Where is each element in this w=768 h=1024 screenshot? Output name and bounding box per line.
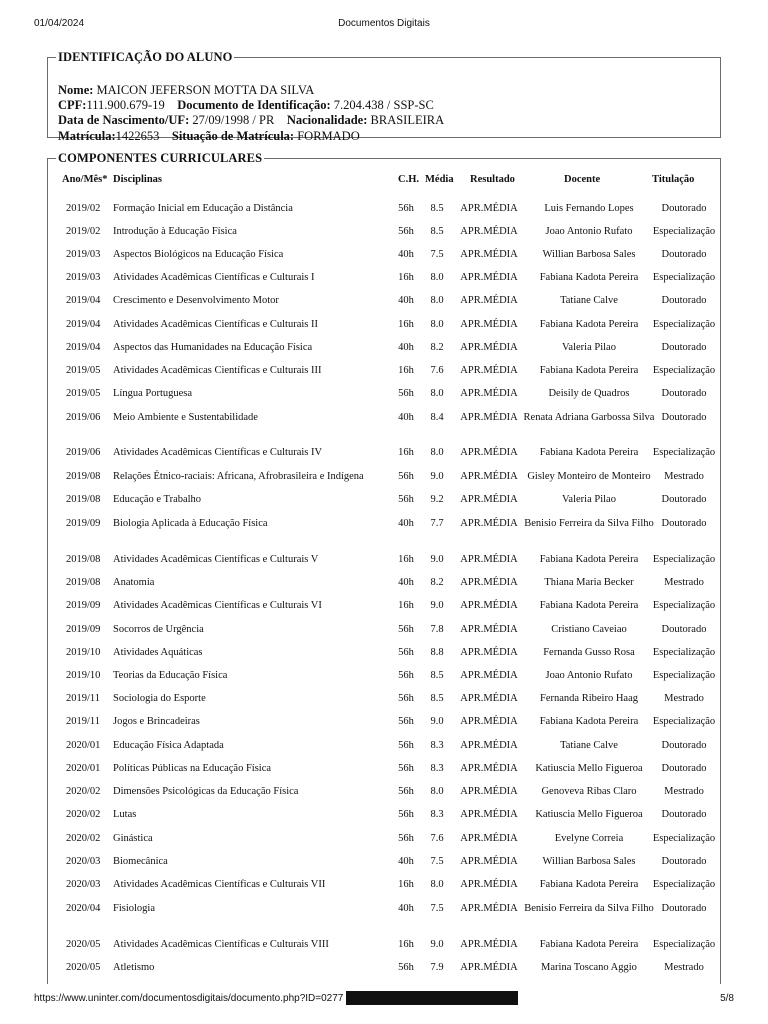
print-title: Documentos Digitais [338,18,430,29]
row-media: 7.6 [430,365,444,376]
row-discipline: Língua Portuguesa [113,388,193,399]
row-discipline: Teorias da Educação Física [113,670,228,681]
header-teacher: Docente [564,174,601,185]
birth-label: Data de Nascimento/UF: [58,113,190,128]
row-period: 2019/04 [66,342,101,353]
row-period: 2020/05 [66,962,101,973]
row-media: 8.2 [430,577,444,588]
student-cpf: 111.900.679-19 [86,98,165,113]
row-period: 2019/08 [66,577,101,588]
row-discipline: Dimensões Psicológicas da Educação Física [113,786,299,797]
student-birth-line [58,113,444,128]
row-discipline: Sociologia do Esporte [113,693,206,704]
student-name-line [58,83,444,98]
row-title: Doutorado [661,809,707,820]
row-teacher: Fabiana Kadota Pereira [539,554,639,565]
row-title: Doutorado [661,624,707,635]
row-period: 2020/05 [66,939,101,950]
row-discipline: Lutas [113,809,137,820]
row-ch: 16h [398,600,414,611]
row-media: 8.2 [430,342,444,353]
header-discipline: Disciplinas [113,174,163,185]
row-period: 2019/10 [66,647,101,658]
row-period: 2020/02 [66,809,101,820]
student-nationality: BRASILEIRA [370,113,445,128]
row-title: Mestrado [664,577,704,588]
row-teacher: Valeria Pilao [562,494,616,505]
row-teacher: Fernanda Ribeiro Haag [540,693,638,704]
row-period: 2019/08 [66,471,101,482]
row-period: 2019/03 [66,249,101,260]
row-result: APR.MÉDIA [460,716,518,727]
header-period: Ano/Mês* [62,174,108,185]
row-media: 9.0 [430,716,444,727]
enrollment-status: FORMADO [297,128,360,143]
name-label: Nome: [58,83,94,97]
row-teacher: Fabiana Kadota Pereira [539,319,639,330]
row-title: Especialização [652,879,716,890]
row-ch: 56h [398,763,414,774]
row-title: Doutorado [661,388,707,399]
row-teacher: Luis Fernando Lopes [544,203,634,214]
row-teacher: Fabiana Kadota Pereira [539,600,639,611]
row-title: Especialização [652,600,716,611]
row-media: 8.5 [430,693,444,704]
row-discipline: Relações Étnico-raciais: Africana, Afrobrasileira e Indígena [113,471,364,482]
row-period: 2019/08 [66,554,101,565]
row-period: 2019/10 [66,670,101,681]
row-period: 2019/04 [66,319,101,330]
row-title: Doutorado [661,856,707,867]
row-title: Mestrado [664,786,704,797]
row-ch: 16h [398,365,414,376]
row-period: 2019/06 [66,447,101,458]
row-title: Especialização [652,647,716,658]
row-media: 8.4 [430,412,444,423]
row-result: APR.MÉDIA [460,272,518,283]
row-teacher: Fabiana Kadota Pereira [539,716,639,727]
row-title: Especialização [652,319,716,330]
row-discipline: Atividades Acadêmicas Científicas e Culturais II [113,319,318,330]
row-media: 8.0 [430,879,444,890]
row-title: Doutorado [661,903,707,914]
row-period: 2020/03 [66,879,101,890]
row-period: 2019/11 [66,716,101,727]
row-discipline: Aspectos Biológicos na Educação Física [113,249,284,260]
row-teacher: Fabiana Kadota Pereira [539,365,639,376]
header-result: Resultado [470,174,515,185]
row-result: APR.MÉDIA [460,365,518,376]
row-title: Especialização [652,447,716,458]
row-result: APR.MÉDIA [460,577,518,588]
row-media: 8.3 [430,809,444,820]
row-discipline: Atividades Acadêmicas Científicas e Culturais III [113,365,322,376]
row-media: 8.0 [430,272,444,283]
print-footer [0,993,768,1007]
row-discipline: Atividades Acadêmicas Científicas e Culturais VI [113,600,322,611]
row-result: APR.MÉDIA [460,518,518,529]
row-discipline: Políticas Públicas na Educação Física [113,763,272,774]
row-title: Doutorado [661,518,707,529]
row-teacher: Thiana Maria Becker [544,577,634,588]
row-teacher: Katiuscia Mello Figueroa [535,809,643,820]
row-discipline: Introdução à Educação Física [113,226,237,237]
registration-label: Matrícula: [58,128,116,143]
row-ch: 56h [398,647,414,658]
row-teacher: Katiuscia Mello Figueroa [535,763,643,774]
row-discipline: Atividades Acadêmicas Científicas e Culturais VIII [113,939,329,950]
row-result: APR.MÉDIA [460,939,518,950]
row-title: Especialização [652,226,716,237]
row-media: 9.0 [430,939,444,950]
row-discipline: Atividades Acadêmicas Científicas e Culturais IV [113,447,323,458]
curriculum-section-title: COMPONENTES CURRICULARES [58,151,263,165]
row-period: 2020/03 [66,856,101,867]
row-media: 8.0 [430,447,444,458]
row-result: APR.MÉDIA [460,249,518,260]
row-ch: 40h [398,903,414,914]
row-teacher: Renata Adriana Garbossa Silva [523,412,655,423]
row-discipline: Atividades Aquáticas [113,647,203,658]
row-period: 2019/05 [66,365,101,376]
row-media: 8.5 [430,226,444,237]
enrollment-status-label: Situação de Matrícula: [171,128,295,143]
row-teacher: Evelyne Correia [554,833,624,844]
student-section-title: IDENTIFICAÇÃO DO ALUNO [58,50,233,64]
row-teacher: Joao Antonio Rufato [545,670,633,681]
header-ch: C.H. [398,174,419,185]
row-media: 7.5 [430,249,444,260]
row-teacher: Deisily de Quadros [548,388,630,399]
nationality-label: Nacionalidade: [286,113,368,128]
row-discipline: Jogos e Brincadeiras [113,716,200,727]
row-discipline: Biologia Aplicada à Educação Física [113,518,268,529]
header-media: Média [425,174,454,185]
row-media: 8.0 [430,786,444,797]
row-result: APR.MÉDIA [460,740,518,751]
row-ch: 56h [398,786,414,797]
row-ch: 56h [398,833,414,844]
student-birth: 27/09/1998 / PR [192,113,275,128]
print-header [0,18,768,32]
row-discipline: Meio Ambiente e Sustentabilidade [113,412,258,423]
header-title: Titulação [652,174,695,185]
row-result: APR.MÉDIA [460,203,518,214]
row-ch: 56h [398,388,414,399]
row-discipline: Biomecânica [113,856,168,867]
row-period: 2019/06 [66,412,101,423]
row-result: APR.MÉDIA [460,833,518,844]
row-period: 2020/01 [66,763,101,774]
row-teacher: Cristiano Caveiao [551,624,627,635]
student-cpf-line [58,98,444,113]
row-teacher: Valeria Pilao [562,342,616,353]
row-period: 2020/02 [66,833,101,844]
row-title: Doutorado [661,203,707,214]
row-teacher: Fabiana Kadota Pereira [539,272,639,283]
row-title: Doutorado [661,494,707,505]
row-title: Especialização [652,833,716,844]
row-teacher: Tatiane Calve [560,295,618,306]
row-discipline: Atividades Acadêmicas Científicas e Culturais V [113,554,319,565]
row-ch: 56h [398,471,414,482]
row-media: 8.3 [430,740,444,751]
row-result: APR.MÉDIA [460,295,518,306]
row-period: 2019/02 [66,203,101,214]
row-title: Doutorado [661,740,707,751]
row-title: Especialização [652,716,716,727]
row-media: 8.0 [430,295,444,306]
row-media: 9.0 [430,554,444,565]
row-ch: 40h [398,295,414,306]
row-ch: 40h [398,412,414,423]
row-result: APR.MÉDIA [460,494,518,505]
row-discipline: Atividades Acadêmicas Científicas e Culturais I [113,272,315,283]
redaction-bar [346,991,518,1005]
student-details [58,83,444,144]
row-ch: 40h [398,856,414,867]
row-teacher: Fabiana Kadota Pereira [539,879,639,890]
row-period: 2019/04 [66,295,101,306]
row-title: Doutorado [661,295,707,306]
row-period: 2019/02 [66,226,101,237]
row-media: 7.5 [430,903,444,914]
row-title: Especialização [652,554,716,565]
student-registration-line [58,129,444,144]
row-period: 2019/09 [66,600,101,611]
row-result: APR.MÉDIA [460,856,518,867]
row-media: 7.7 [430,518,444,529]
student-registration: 1422653 [115,128,160,143]
row-discipline: Crescimento e Desenvolvimento Motor [113,295,279,306]
row-media: 9.0 [430,600,444,611]
row-discipline: Aspectos das Humanidades na Educação Física [113,342,313,353]
row-ch: 56h [398,670,414,681]
student-identification-box [47,50,721,143]
row-ch: 40h [398,577,414,588]
print-date: 01/04/2024 [34,18,85,29]
row-period: 2019/09 [66,518,101,529]
row-media: 7.6 [430,833,444,844]
row-result: APR.MÉDIA [460,903,518,914]
row-ch: 56h [398,693,414,704]
row-discipline: Socorros de Urgência [113,624,204,635]
row-ch: 56h [398,740,414,751]
row-teacher: Willian Barbosa Sales [542,856,636,867]
row-ch: 40h [398,518,414,529]
row-discipline: Atividades Acadêmicas Científicas e Culturais VII [113,879,326,890]
row-result: APR.MÉDIA [460,319,518,330]
row-title: Especialização [652,670,716,681]
id-doc-label: Documento de Identificação: [177,98,331,113]
row-result: APR.MÉDIA [460,471,518,482]
student-id-doc: 7.204.438 / SSP-SC [333,98,434,113]
row-result: APR.MÉDIA [460,412,518,423]
row-period: 2020/04 [66,903,101,914]
row-media: 8.5 [430,670,444,681]
row-teacher: Fabiana Kadota Pereira [539,447,639,458]
row-ch: 56h [398,716,414,727]
row-media: 8.0 [430,319,444,330]
row-period: 2019/03 [66,272,101,283]
row-period: 2019/05 [66,388,101,399]
row-title: Mestrado [664,693,704,704]
row-media: 9.0 [430,471,444,482]
row-period: 2019/08 [66,494,101,505]
row-discipline: Educação Física Adaptada [113,740,224,751]
row-result: APR.MÉDIA [460,647,518,658]
row-title: Doutorado [661,412,707,423]
row-result: APR.MÉDIA [460,786,518,797]
row-discipline: Fisiologia [113,903,156,914]
row-period: 2020/01 [66,740,101,751]
row-media: 8.3 [430,763,444,774]
row-result: APR.MÉDIA [460,600,518,611]
row-ch: 16h [398,447,414,458]
row-period: 2019/09 [66,624,101,635]
row-ch: 40h [398,249,414,260]
row-ch: 56h [398,962,414,973]
row-period: 2020/02 [66,786,101,797]
row-teacher: Genoveva Ribas Claro [541,786,637,797]
row-media: 9.2 [430,494,444,505]
row-result: APR.MÉDIA [460,388,518,399]
row-ch: 56h [398,809,414,820]
row-title: Mestrado [664,471,704,482]
row-media: 8.5 [430,203,444,214]
row-result: APR.MÉDIA [460,809,518,820]
row-title: Doutorado [661,342,707,353]
row-media: 7.5 [430,856,444,867]
row-teacher: Fernanda Gusso Rosa [543,647,635,658]
page-number: 5/8 [720,993,734,1004]
row-title: Especialização [652,939,716,950]
row-discipline: Atletismo [113,962,155,973]
row-teacher: Benisio Ferreira da Silva Filho [524,903,654,914]
row-teacher: Willian Barbosa Sales [542,249,636,260]
row-ch: 16h [398,879,414,890]
cpf-label: CPF: [58,98,87,113]
row-result: APR.MÉDIA [460,670,518,681]
row-result: APR.MÉDIA [460,447,518,458]
row-ch: 40h [398,342,414,353]
row-title: Mestrado [664,962,704,973]
row-result: APR.MÉDIA [460,693,518,704]
row-result: APR.MÉDIA [460,879,518,890]
row-title: Doutorado [661,763,707,774]
row-title: Especialização [652,365,716,376]
row-ch: 56h [398,203,414,214]
student-name: MAICON JEFERSON MOTTA DA SILVA [96,83,315,97]
row-result: APR.MÉDIA [460,624,518,635]
row-teacher: Benisio Ferreira da Silva Filho [524,518,654,529]
row-media: 8.0 [430,388,444,399]
row-result: APR.MÉDIA [460,342,518,353]
row-ch: 16h [398,939,414,950]
row-teacher: Tatiane Calve [560,740,618,751]
row-media: 8.8 [430,647,444,658]
row-ch: 56h [398,624,414,635]
row-teacher: Marina Toscano Aggio [541,962,637,973]
row-title: Doutorado [661,249,707,260]
row-ch: 16h [398,319,414,330]
document-url: https://www.uninter.com/documentosdigitais/documento.php?ID=0277 [34,993,344,1004]
row-media: 7.8 [430,624,444,635]
row-ch: 16h [398,272,414,283]
row-result: APR.MÉDIA [460,226,518,237]
row-teacher: Joao Antonio Rufato [545,226,633,237]
row-ch: 56h [398,494,414,505]
row-teacher: Fabiana Kadota Pereira [539,939,639,950]
row-discipline: Formação Inicial em Educação a Distância [113,203,293,214]
row-discipline: Educação e Trabalho [113,494,202,505]
row-discipline: Ginástica [113,833,153,844]
row-ch: 56h [398,226,414,237]
row-ch: 16h [398,554,414,565]
row-result: APR.MÉDIA [460,962,518,973]
row-discipline: Anatomia [113,577,155,588]
row-result: APR.MÉDIA [460,763,518,774]
row-teacher: Gisley Monteiro de Monteiro [527,471,651,482]
row-period: 2019/11 [66,693,101,704]
row-title: Especialização [652,272,716,283]
row-result: APR.MÉDIA [460,554,518,565]
row-media: 7.9 [430,962,444,973]
